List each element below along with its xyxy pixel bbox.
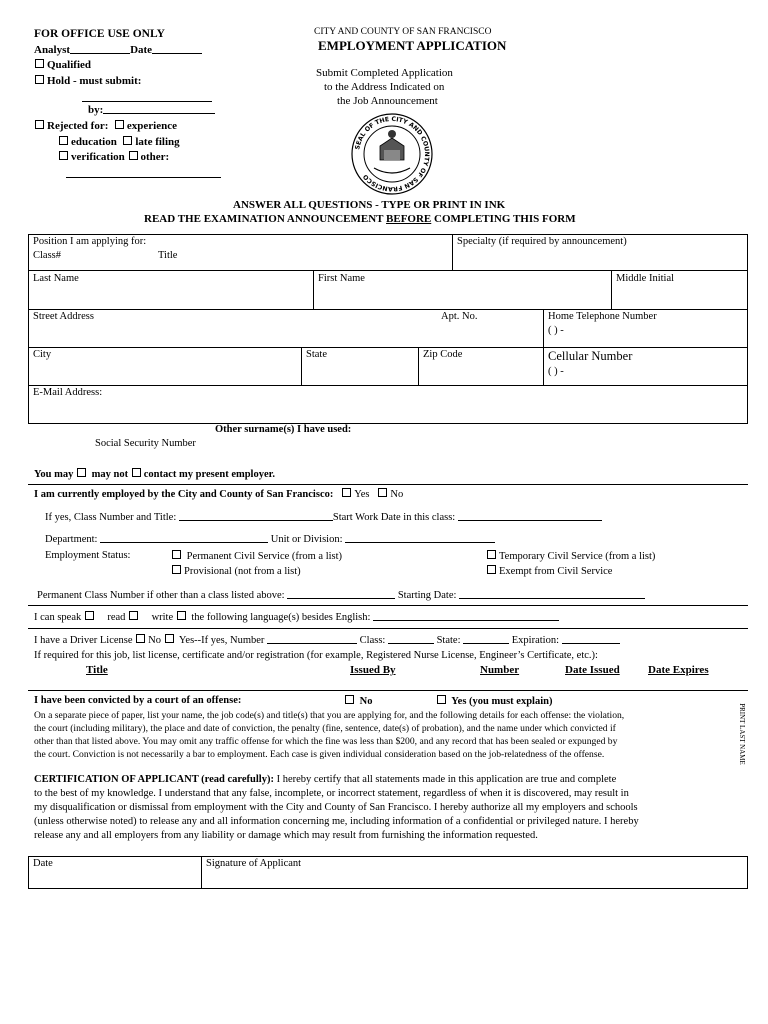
qualified-checkbox[interactable] bbox=[35, 59, 44, 68]
instructions-text-c: COMPLETING THIS FORM bbox=[431, 213, 576, 225]
instructions-text-a: READ THE EXAMINATION ANNOUNCEMENT bbox=[144, 213, 387, 225]
employment-status-label: Employment Status: bbox=[45, 550, 131, 561]
class-number-label: Class# bbox=[33, 250, 62, 261]
office-use-heading: FOR OFFICE USE ONLY bbox=[34, 28, 165, 40]
verification-row bbox=[58, 151, 169, 163]
position-label: Position I am applying for: bbox=[33, 236, 147, 247]
middle-initial-label: Middle Initial bbox=[616, 273, 675, 284]
temp-checkbox[interactable] bbox=[487, 550, 496, 559]
city-seal-icon bbox=[350, 112, 434, 196]
analyst-label: Analyst bbox=[34, 44, 71, 56]
license-exp-line[interactable] bbox=[562, 643, 620, 644]
perm-class-label: Permanent Class Number if other than a class listed above: bbox=[37, 590, 285, 601]
language-row bbox=[34, 611, 559, 623]
col-date-issued: Date Issued bbox=[565, 664, 620, 676]
experience-label: experience bbox=[126, 120, 177, 132]
currently-employed-label: I am currently employed by the City and County of San Francisco: bbox=[34, 489, 334, 500]
print-last-name-label: PRINT LAST NAME bbox=[737, 703, 746, 765]
license-row bbox=[34, 634, 620, 646]
class-title-line[interactable] bbox=[179, 520, 333, 521]
prov-checkbox[interactable] bbox=[172, 565, 181, 574]
department-line[interactable] bbox=[100, 542, 268, 543]
conviction-yes-label: Yes (you must explain) bbox=[451, 696, 553, 707]
exempt-checkbox[interactable] bbox=[487, 565, 496, 574]
education-label: education bbox=[71, 136, 117, 148]
city-county-label: CITY AND COUNTY OF SAN FRANCISCO bbox=[314, 27, 492, 37]
license-class-label: Class: bbox=[359, 635, 386, 646]
conviction-no-row bbox=[344, 695, 372, 707]
title-label: Title bbox=[158, 250, 178, 261]
education-row bbox=[58, 136, 180, 148]
unit-label: Unit or Division: bbox=[270, 534, 343, 545]
license-exp-label: Expiration: bbox=[511, 635, 560, 646]
conviction-text-4: the court. Conviction is not necessarily a bar to employment. Each case is given individual consideration based on the job-relatedness of the offense. bbox=[34, 749, 605, 760]
start-date-label: Start Work Date in this class: bbox=[332, 512, 456, 523]
currently-employed-row bbox=[34, 488, 403, 500]
form-title: EMPLOYMENT APPLICATION bbox=[318, 38, 507, 53]
temp-row bbox=[486, 550, 655, 562]
first-name-label: First Name bbox=[318, 273, 365, 284]
col-title: Title bbox=[86, 664, 108, 676]
license-no-checkbox[interactable] bbox=[136, 634, 145, 643]
currently-yes-checkbox[interactable] bbox=[342, 488, 351, 497]
hold-label: Hold - must submit: bbox=[47, 75, 142, 87]
may-not-checkbox[interactable] bbox=[132, 468, 141, 477]
instructions-line-1: ANSWER ALL QUESTIONS - TYPE OR PRINT IN INK bbox=[233, 199, 506, 211]
hold-checkbox[interactable] bbox=[35, 75, 44, 84]
qualified-label: Qualified bbox=[47, 59, 92, 71]
instructions-line-2 bbox=[144, 213, 576, 225]
class-title-row bbox=[45, 512, 602, 523]
verification-checkbox[interactable] bbox=[59, 151, 68, 160]
write-checkbox[interactable] bbox=[177, 611, 186, 620]
languages-label: the following language(s) besides English: bbox=[191, 612, 371, 623]
home-phone-label: Home Telephone Number bbox=[548, 311, 657, 322]
license-state-line[interactable] bbox=[463, 643, 509, 644]
read-label: read bbox=[107, 612, 126, 623]
cellular-label: Cellular Number bbox=[548, 349, 633, 363]
prov-row bbox=[171, 565, 301, 577]
unit-line[interactable] bbox=[345, 542, 495, 543]
rejected-row bbox=[34, 120, 177, 132]
submit-line-3: the Job Announcement bbox=[337, 95, 438, 107]
license-yes-label: Yes--If yes, Number bbox=[178, 635, 265, 646]
starting-date-label: Starting Date: bbox=[397, 590, 457, 601]
other-line[interactable] bbox=[66, 168, 221, 180]
perm-label: Permanent Civil Service (from a list) bbox=[186, 551, 343, 562]
hold-line[interactable] bbox=[82, 92, 212, 104]
by-row bbox=[88, 104, 215, 116]
street-address-label: Street Address bbox=[33, 311, 94, 322]
conviction-heading: I have been convicted by a court of an offense: bbox=[34, 695, 242, 706]
col-number: Number bbox=[480, 664, 520, 676]
speak-checkbox[interactable] bbox=[85, 611, 94, 620]
col-issued-by: Issued By bbox=[350, 664, 396, 676]
apt-no-label: Apt. No. bbox=[441, 311, 478, 322]
zip-code-label: Zip Code bbox=[423, 349, 463, 360]
exempt-label: Exempt from Civil Service bbox=[499, 566, 613, 577]
cert-text-4: (unless otherwise noted) to release any and all information concerning me, including information of a confidential or privileged nature. I hereby bbox=[34, 816, 639, 827]
analyst-row bbox=[34, 44, 202, 56]
hold-row bbox=[34, 75, 141, 87]
other-checkbox[interactable] bbox=[129, 151, 138, 160]
conviction-no-checkbox[interactable] bbox=[345, 695, 354, 704]
instructions-before: BEFORE bbox=[386, 213, 432, 225]
driver-license-label: I have a Driver License bbox=[34, 635, 133, 646]
applicant-info-table bbox=[28, 234, 748, 424]
late-filing-label: late filing bbox=[135, 136, 180, 148]
license-no-label: No bbox=[148, 635, 161, 646]
city-label: City bbox=[33, 349, 52, 360]
office-date-line[interactable] bbox=[152, 53, 202, 54]
by-line[interactable] bbox=[103, 113, 215, 114]
education-checkbox[interactable] bbox=[59, 136, 68, 145]
speak-label: I can speak bbox=[34, 612, 82, 623]
prov-label: Provisional (not from a list) bbox=[184, 566, 301, 577]
verification-label: verification bbox=[71, 151, 125, 163]
rejected-label: Rejected for: bbox=[47, 120, 109, 132]
languages-line[interactable] bbox=[373, 620, 559, 621]
read-checkbox[interactable] bbox=[129, 611, 138, 620]
contact-employer-row bbox=[34, 468, 275, 480]
state-label: State bbox=[306, 349, 327, 360]
you-may-label: You may bbox=[34, 469, 74, 480]
conviction-yes-checkbox[interactable] bbox=[437, 695, 446, 704]
sign-date-label: Date bbox=[33, 858, 53, 869]
temp-label: Temporary Civil Service (from a list) bbox=[499, 551, 656, 562]
conviction-no-label: No bbox=[359, 696, 373, 707]
late-filing-checkbox[interactable] bbox=[123, 136, 132, 145]
license-yes-checkbox[interactable] bbox=[165, 634, 174, 643]
conviction-text-1: On a separate piece of paper, list your name, the job code(s) and title(s) that you are applying for, and the following details for each offense: the violation, bbox=[34, 710, 625, 721]
currently-no-checkbox[interactable] bbox=[378, 488, 387, 497]
license-number-line[interactable] bbox=[267, 643, 357, 644]
submit-line-2: to the Address Indicated on bbox=[324, 81, 445, 93]
may-not-label: may not bbox=[91, 469, 129, 480]
cert-line-1 bbox=[34, 774, 616, 785]
write-label: write bbox=[151, 612, 174, 623]
conviction-text-2: the court (including military), the place and date of conviction, the penalty (fine, sentence, date(s) of probation), and the name under which convicted if bbox=[34, 723, 616, 734]
home-phone-format[interactable]: ( ) - bbox=[548, 325, 564, 336]
exempt-row bbox=[486, 565, 612, 577]
signature-field[interactable] bbox=[202, 856, 748, 889]
license-required-label: If required for this job, list license, certificate and/or registration (for example, Registered Nurse License, Engineer’s Certificate, etc.): bbox=[34, 650, 598, 661]
you-may-checkbox[interactable] bbox=[77, 468, 86, 477]
contact-employer-label: contact my present employer. bbox=[143, 469, 275, 480]
last-name-label: Last Name bbox=[33, 273, 79, 284]
by-label: by: bbox=[88, 104, 104, 116]
cert-text-5: release any and all employers from any liability or damage which may result from furnishing the information requested. bbox=[34, 830, 538, 841]
sign-date-field[interactable] bbox=[28, 856, 201, 889]
analyst-line[interactable] bbox=[70, 53, 130, 54]
cert-text-2: to the best of my knowledge. I understand that any false, incomplete, or incorrect statement, regardless of when it is discovered, may result in bbox=[34, 788, 629, 799]
license-class-line[interactable] bbox=[388, 643, 434, 644]
perm-class-row bbox=[37, 590, 645, 601]
department-label: Department: bbox=[45, 534, 98, 545]
perm-checkbox[interactable] bbox=[172, 550, 181, 559]
start-date-line[interactable] bbox=[458, 520, 602, 521]
currently-no-label: No bbox=[390, 489, 404, 500]
license-state-label: State: bbox=[436, 635, 461, 646]
qualified-row bbox=[34, 59, 91, 71]
cellular-format[interactable]: ( ) - bbox=[548, 366, 564, 377]
starting-date-line[interactable] bbox=[459, 598, 645, 599]
experience-checkbox[interactable] bbox=[115, 120, 124, 129]
cert-heading: CERTIFICATION OF APPLICANT (read carefully): bbox=[34, 774, 274, 785]
specialty-label: Specialty (if required by announcement) bbox=[457, 236, 627, 247]
class-title-label: If yes, Class Number and Title: bbox=[45, 512, 177, 523]
ssn-label: Social Security Number bbox=[95, 438, 196, 449]
perm-row bbox=[171, 550, 342, 562]
office-date-label: Date bbox=[130, 44, 153, 56]
col-date-expires: Date Expires bbox=[648, 664, 709, 676]
submit-line-1: Submit Completed Application bbox=[316, 67, 453, 79]
department-row bbox=[45, 534, 495, 545]
conviction-yes-row bbox=[436, 695, 552, 707]
seal-text: SEAL OF THE CITY AND COUNTY OF SAN FRANCISCO bbox=[354, 115, 431, 193]
email-label: E-Mail Address: bbox=[33, 387, 103, 398]
other-surnames-label: Other surname(s) I have used: bbox=[215, 424, 352, 435]
other-label: other: bbox=[140, 151, 170, 163]
cert-text-1: I hereby certify that all statements made in this application are true and complete bbox=[273, 774, 617, 785]
perm-class-line[interactable] bbox=[287, 598, 395, 599]
currently-yes-label: Yes bbox=[354, 489, 370, 500]
conviction-text-3: other than that listed above. You may omit any traffic offense for which the fine was less than $200, and any record that has been sealed or expunged by bbox=[34, 736, 618, 747]
rejected-checkbox[interactable] bbox=[35, 120, 44, 129]
cert-text-3: my disqualification or dismissal from employment with the City and County of San Francisco. I hereby authorize all my employers and schools bbox=[34, 802, 638, 813]
signature-label: Signature of Applicant bbox=[206, 858, 302, 869]
